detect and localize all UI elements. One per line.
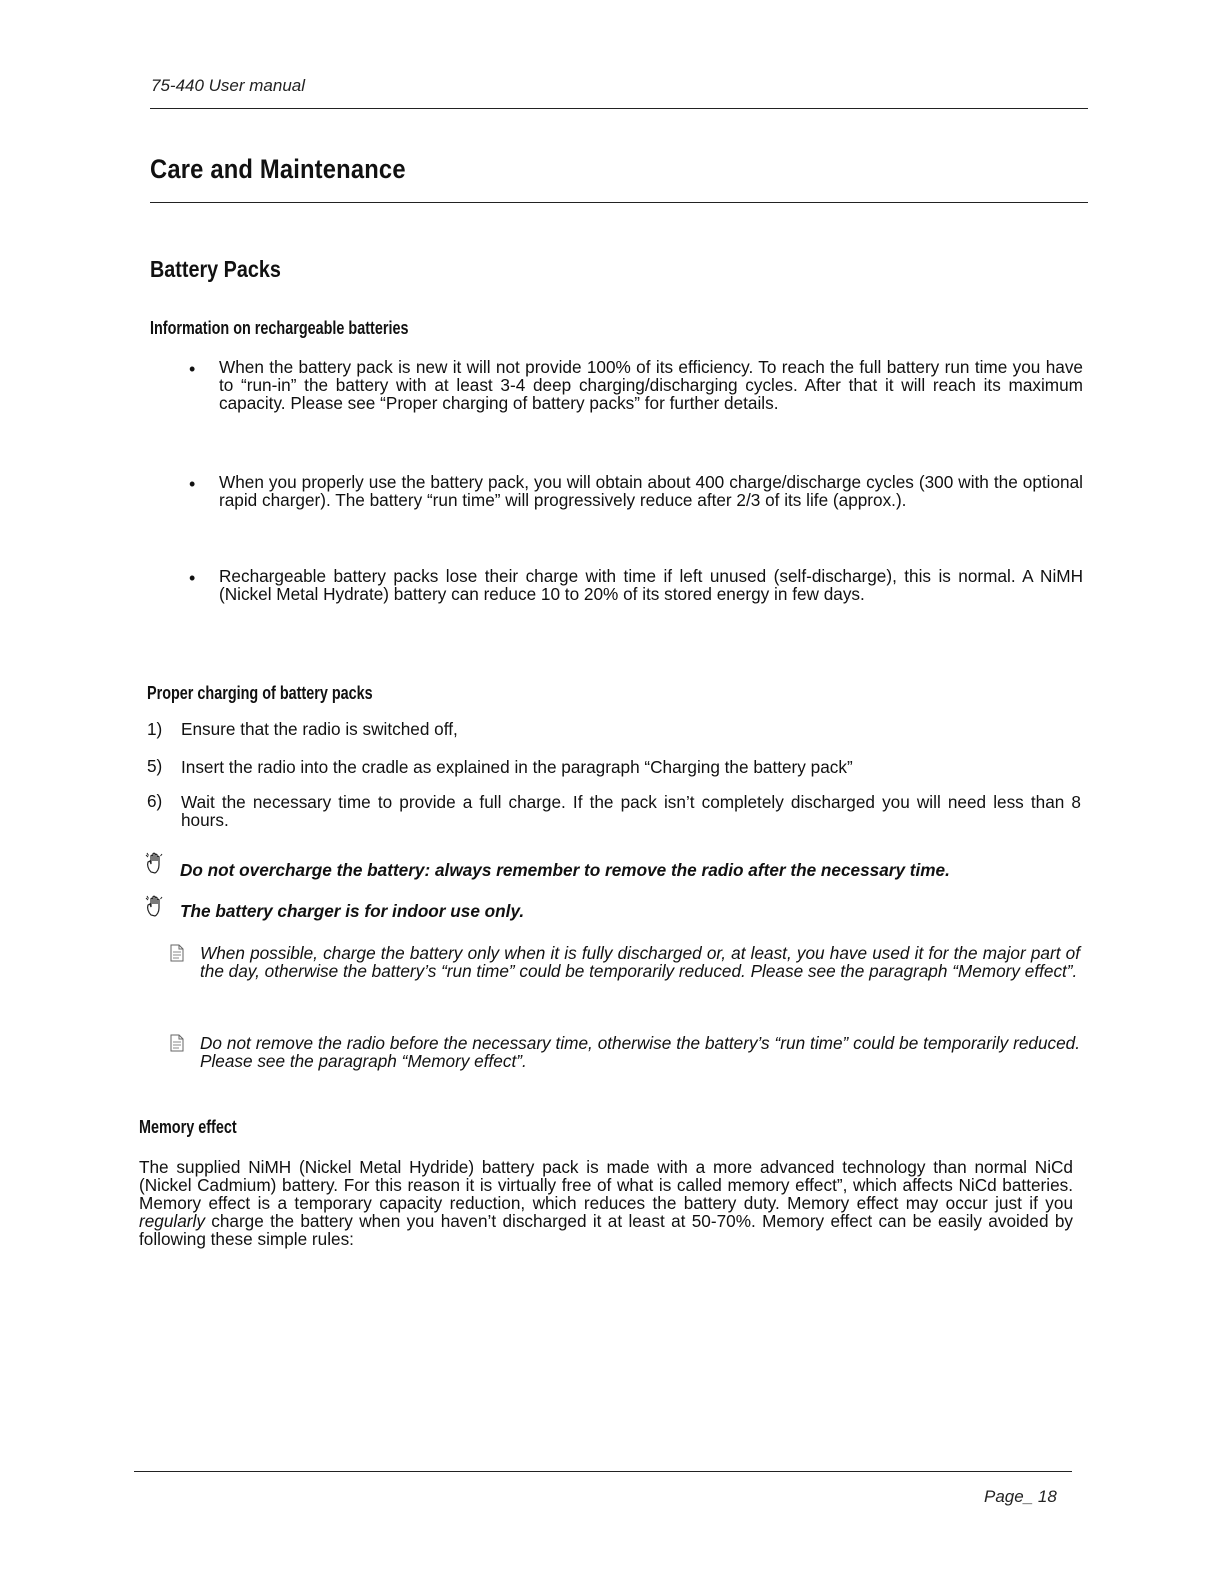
bullet-item-runin: When the battery pack is new it will not provide 100% of its efficiency. To reach the full battery run time you have to “run-in” the battery with at least 3-4 deep charging/discharging cycles. After that it will reach its maximum capacity. Please see “Proper charging of battery packs” for further details.: [219, 357, 1083, 413]
step-number: 1): [147, 719, 163, 739]
step-text: Wait the necessary time to provide a full charge. If the pack isn’t completely discharged you will need less than 8 hours.: [181, 792, 1081, 830]
bullet-item-cycles: When you properly use the battery pack, you will obtain about 400 charge/discharge cycles (300 with the optional rapid charger). The battery “run time” will progressively reduce after 2/3 of its life (approx.).: [219, 472, 1083, 510]
running-header: 75-440 User manual: [151, 76, 306, 95]
note-icon: [169, 1034, 189, 1056]
battery-packs-heading: Battery Packs: [150, 256, 281, 282]
bullet-marker: •: [189, 474, 196, 494]
note-remove-radio: Do not remove the radio before the necessary time, otherwise the battery’s “run time” could be temporarily reduced. Please see the paragraph “Memory effect”.: [200, 1033, 1080, 1071]
warning-indoor-use: The battery charger is for indoor use only.: [180, 901, 525, 921]
hand-warning-icon: [145, 895, 165, 917]
header-rule: [150, 108, 1088, 109]
charging-heading: Proper charging of battery packs: [147, 683, 373, 703]
memory-text-emphasis: regularly: [139, 1211, 205, 1231]
memory-effect-paragraph: [139, 1158, 1073, 1248]
step-number: 5): [147, 756, 163, 776]
section-title-rule: [150, 202, 1088, 203]
bullet-item-self-discharge: Rechargeable battery packs lose their charge with time if left unused (self-discharge), this is normal. A NiMH (Nickel Metal Hydrate) battery can reduce 10 to 20% of its stored energy in few days.: [219, 566, 1083, 604]
note-discharge-advice: When possible, charge the battery only when it is fully discharged or, at least, you have used it for the major part of the day, otherwise the battery’s “run time” could be temporarily reduced. Please see the paragraph “Memory effect”.: [200, 943, 1080, 981]
note-icon: [169, 944, 189, 966]
bullet-marker: •: [189, 359, 196, 379]
memory-effect-heading: [139, 1117, 237, 1138]
step-text: Insert the radio into the cradle as explained in the paragraph “Charging the battery pack”: [181, 757, 853, 777]
info-heading: Information on rechargeable batteries: [150, 318, 409, 338]
memory-effect-heading-text: Memory effect: [139, 1117, 237, 1137]
step-text: Ensure that the radio is switched off,: [181, 719, 458, 739]
footer-rule: [134, 1471, 1072, 1472]
hand-warning-icon: [145, 852, 165, 874]
step-number: 6): [147, 791, 163, 811]
memory-text-start: The supplied NiMH (Nickel Metal Hydride) battery pack is made with a more advanced technology than normal NiCd (Nickel Cadmium) battery. For this reason it is virtually free of what is called memory effect”, which affects NiCd batteries. Memory effect is a temporary capacity reduction, which reduces the battery duty. Memory effect may occur just if you: [139, 1157, 1073, 1213]
bullet-marker: •: [189, 568, 196, 588]
warning-overcharge: Do not overcharge the battery: always remember to remove the radio after the necessary time.: [180, 860, 950, 880]
page-number: Page_ 18: [984, 1487, 1057, 1506]
memory-text-end: charge the battery when you haven’t discharged it at least at 50-70%. Memory effect can be easily avoided by following these simple rules:: [139, 1211, 1073, 1249]
section-title: Care and Maintenance: [150, 154, 406, 184]
